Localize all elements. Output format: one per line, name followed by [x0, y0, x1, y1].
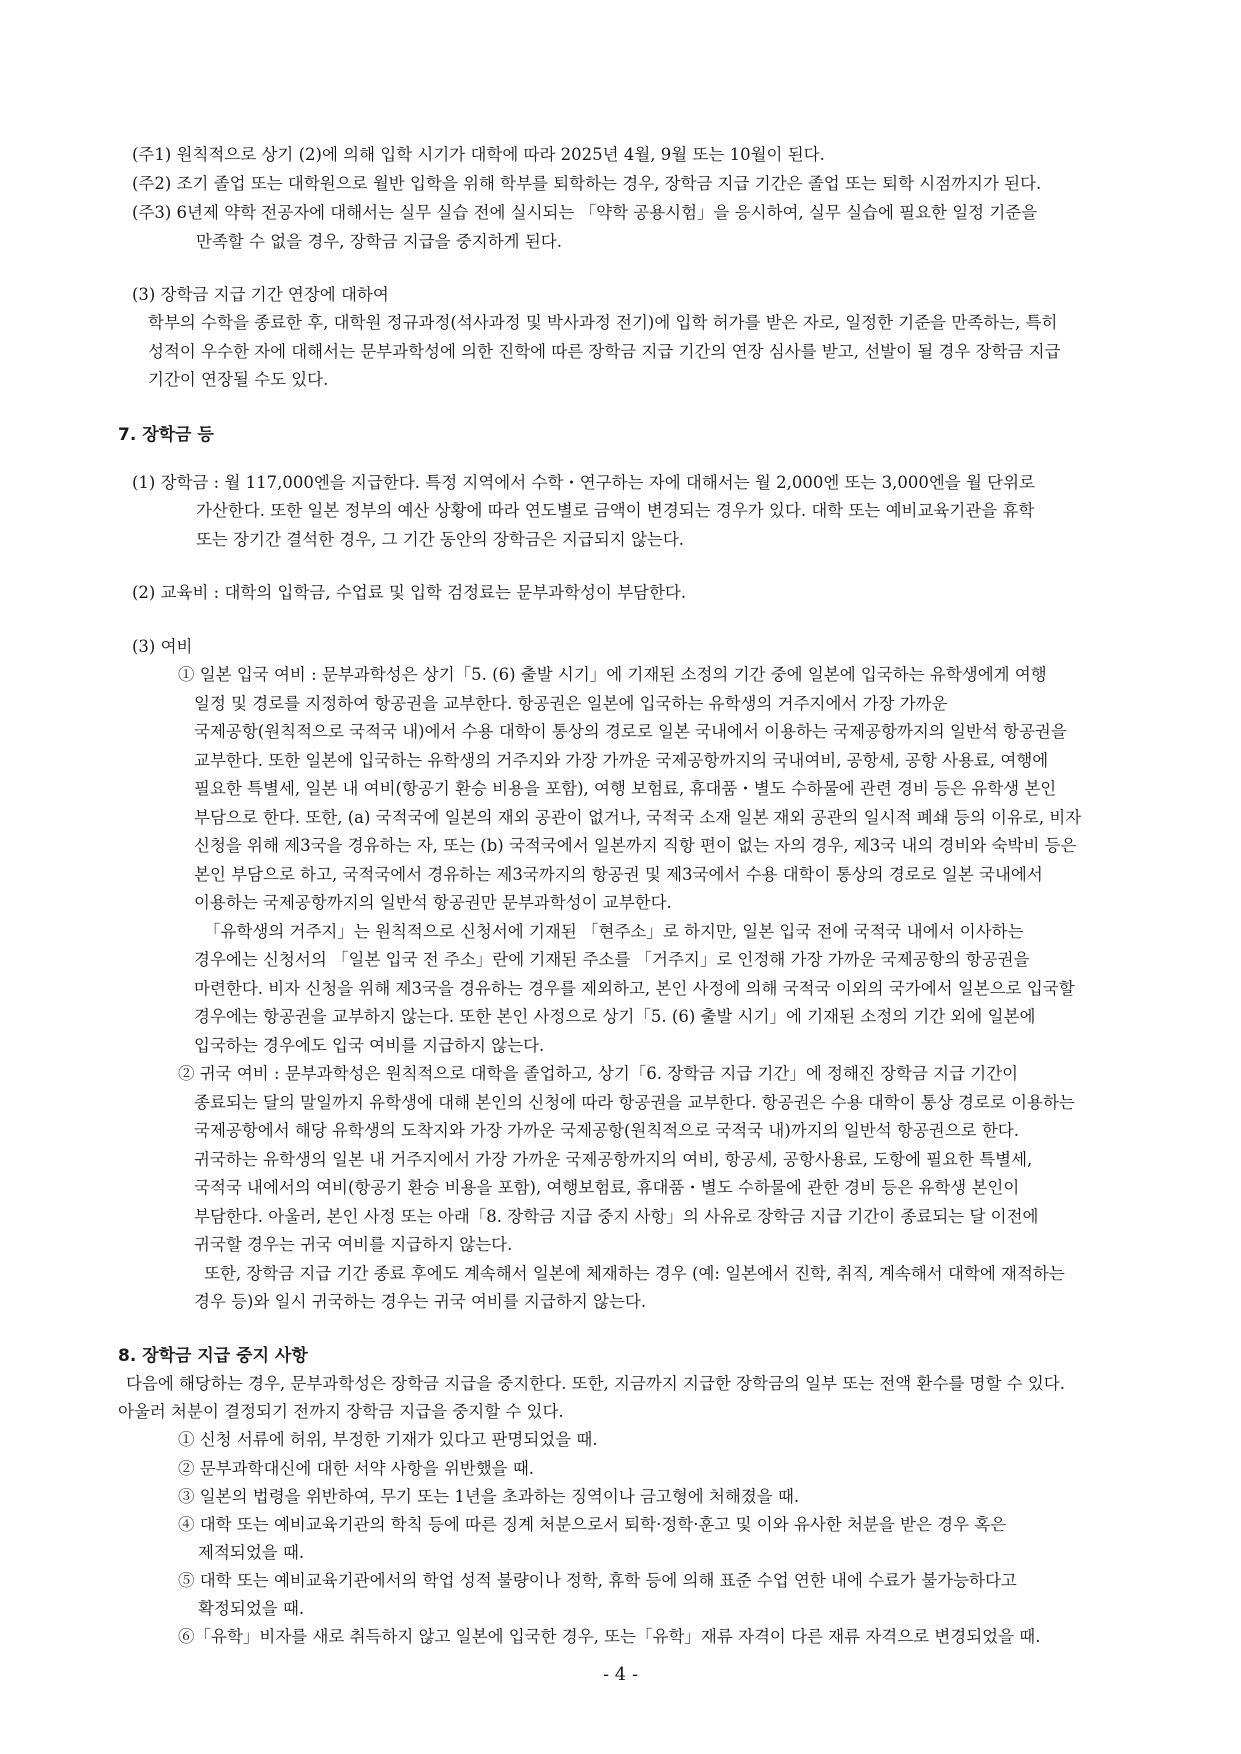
entry-travel-line: 국제공항(원칙적으로 국적국 내)에서 수용 대학이 통상의 경로로 일본 국내에서 이용하는 국제공항까지의 일반석 항공권을 [194, 722, 1067, 741]
scholarship-item-1-cont: 또는 장기간 결석한 경우, 그 기간 동안의 장학금은 지급되지 않는다. [196, 530, 685, 549]
note-3-cont: 만족할 수 없을 경우, 장학금 지급을 중지하게 된다. [196, 232, 562, 251]
section-7-heading: 7. 장학금 등 [118, 425, 214, 445]
suspension-item: ④ 대학 또는 예비교육기관의 학칙 등에 따른 징계 처분으로서 퇴학·정학·훈고 및 이와 유사한 처분을 받은 경우 혹은 [178, 1515, 1007, 1534]
entry-travel-line: 필요한 특별세, 일본 내 여비(항공기 환승 비용을 포함), 여행 보험료, 휴대품・별도 수하물에 관련 경비 등은 유학생 본인 [194, 779, 1057, 798]
return-travel-line: 부담한다. 아울러, 본인 사정 또는 아래「8. 장학금 지급 중지 사항」의 사유로 장학금 지급 기간이 종료되는 달 이전에 [194, 1207, 1039, 1226]
return-travel-line: 귀국할 경우는 귀국 여비를 지급하지 않는다. [194, 1235, 513, 1254]
suspension-item: ① 신청 서류에 허위, 부정한 기재가 있다고 판명되었을 때. [178, 1430, 598, 1449]
residence-line: 입국하는 경우에도 입국 여비를 지급하지 않는다. [194, 1036, 545, 1055]
note-1: (주1) 원칙적으로 상기 (2)에 의해 입학 시기가 대학에 따라 2025년 4월, 9월 또는 10월이 된다. [132, 145, 825, 164]
suspension-item-cont: 확정되었을 때. [198, 1599, 305, 1618]
scholarship-item-1-cont: 가산한다. 또한 일본 정부의 예산 상황에 따라 연도별로 금액이 변경되는 경우가 있다. 대학 또는 예비교육기관을 휴학 [196, 501, 1035, 520]
residence-line: 「유학생의 거주지」는 원칙적으로 신청서에 기재된 「현주소」로 하지만, 일본 입국 전에 국적국 내에서 이사하는 [204, 922, 1024, 941]
entry-travel-line: 부담으로 한다. 또한, (a) 국적국에 일본의 재외 공관이 없거나, 국적국 소재 일본 재외 공관의 일시적 폐쇄 등의 이유로, 비자 [194, 808, 1082, 827]
travel-title: (3) 여비 [132, 637, 193, 656]
return-travel-note: 경우 등)와 일시 귀국하는 경우는 귀국 여비를 지급하지 않는다. [194, 1292, 647, 1311]
scholarship-item-1: (1) 장학금 : 월 117,000엔을 지급한다. 특정 지역에서 수학・연구하는 자에 대해서는 월 2,000엔 또는 3,000엔을 월 단위로 [132, 473, 1035, 492]
suspension-item: ② 문부과학대신에 대한 서약 사항을 위반했을 때. [178, 1459, 535, 1478]
return-travel-note: 또한, 장학금 지급 기간 종료 후에도 계속해서 일본에 체재하는 경우 (예: 일본에서 진학, 취직, 계속해서 대학에 재적하는 [204, 1264, 1065, 1283]
section-8-intro: 다음에 해당하는 경우, 문부과학성은 장학금 지급을 중지한다. 또한, 지금까지 지급한 장학금의 일부 또는 전액 환수를 명할 수 있다. [126, 1374, 1065, 1393]
extension-line-2: 성적이 우수한 자에 대해서는 문부과학성에 의한 진학에 따른 장학금 지급 기간의 연장 심사를 받고, 선발이 될 경우 장학금 지급 [148, 342, 1061, 361]
suspension-item: ⑥「유학」비자를 새로 취득하지 않고 일본에 입국한 경우, 또는「유학」재류 자격이 다른 재류 자격으로 변경되었을 때. [178, 1627, 1041, 1646]
return-travel-line: 국적국 내에서의 여비(항공기 환승 비용을 포함), 여행보험료, 휴대품・별도 수하물에 관한 경비 등은 유학생 본인이 [194, 1178, 1020, 1197]
education-cost-item: (2) 교육비 : 대학의 입학금, 수업료 및 입학 검정료는 문부과학성이 부담한다. [132, 583, 687, 602]
section-8-intro: 아울러 처분이 결정되기 전까지 장학금 지급을 중지할 수 있다. [118, 1402, 564, 1421]
page-number: - 4 - [602, 1664, 639, 1685]
return-travel-line: ② 귀국 여비 : 문부과학성은 원칙적으로 대학을 졸업하고, 상기「6. 장학금 지급 기간」에 정해진 장학금 지급 기간이 [178, 1064, 1019, 1083]
extension-line-3: 기간이 연장될 수도 있다. [148, 370, 329, 389]
entry-travel-line: ① 일본 입국 여비 : 문부과학성은 상기「5. (6) 출발 시기」에 기재된 소정의 기간 중에 일본에 입국하는 유학생에게 여행 [178, 665, 1047, 684]
return-travel-line: 국제공항에서 해당 유학생의 도착지와 가장 가까운 국제공항(원칙적으로 국적국 내)까지의 일반석 항공권으로 한다. [194, 1121, 1019, 1140]
entry-travel-line: 이용하는 국제공항까지의 일반석 항공권만 문부과학성이 교부한다. [194, 893, 672, 912]
return-travel-line: 귀국하는 유학생의 일본 내 거주지에서 가장 가까운 국제공항까지의 여비, 항공세, 공항사용료, 도항에 필요한 특별세, [194, 1150, 1033, 1169]
suspension-item: ③ 일본의 법령을 위반하여, 무기 또는 1년을 초과하는 징역이나 금고형에 처해졌을 때. [178, 1487, 800, 1506]
entry-travel-line: 교부한다. 또한 일본에 입국하는 유학생의 거주지와 가장 가까운 국제공항까지의 국내여비, 공항세, 공항 사용료, 여행에 [194, 751, 1049, 770]
suspension-item-cont: 제적되었을 때. [198, 1543, 305, 1562]
note-2: (주2) 조기 졸업 또는 대학원으로 월반 입학을 위해 학부를 퇴학하는 경우, 장학금 지급 기간은 졸업 또는 퇴학 시점까지가 된다. [132, 174, 1042, 193]
extension-line-1: 학부의 수학을 종료한 후, 대학원 정규과정(석사과정 및 박사과정 전기)에 입학 허가를 받은 자로, 일정한 기준을 만족하는, 특히 [148, 313, 1058, 332]
residence-line: 마련한다. 비자 신청을 위해 제3국을 경유하는 경우를 제외하고, 본인 사정에 의해 국적국 이외의 국가에서 일본으로 입국할 [194, 979, 1075, 998]
extension-title: (3) 장학금 지급 기간 연장에 대하여 [132, 285, 389, 304]
entry-travel-line: 본인 부담으로 하고, 국적국에서 경유하는 제3국까지의 항공권 및 제3국에서 수용 대학이 통상의 경로로 일본 국내에서 [194, 865, 1043, 884]
note-3: (주3) 6년제 약학 전공자에 대해서는 실무 실습 전에 실시되는 「약학 공용시험」을 응시하여, 실무 실습에 필요한 일정 기준을 [132, 203, 1038, 222]
entry-travel-line: 신청을 위해 제3국을 경유하는 자, 또는 (b) 국적국에서 일본까지 직항 편이 없는 자의 경우, 제3국 내의 경비와 숙박비 등은 [194, 836, 1077, 855]
suspension-item: ⑤ 대학 또는 예비교육기관에서의 학업 성적 불량이나 정학, 휴학 등에 의해 표준 수업 연한 내에 수료가 불가능하다고 [178, 1571, 1017, 1590]
section-8-heading: 8. 장학금 지급 중지 사항 [118, 1346, 308, 1366]
residence-line: 경우에는 신청서의 「일본 입국 전 주소」란에 기재된 주소를 「거주지」로 인정해 가장 가까운 국제공항의 항공권을 [194, 950, 1030, 969]
return-travel-line: 종료되는 달의 말일까지 유학생에 대해 본인의 신청에 따라 항공권을 교부한다. 항공권은 수용 대학이 통상 경로로 이용하는 [194, 1093, 1075, 1112]
entry-travel-line: 일정 및 경로를 지정하여 항공권을 교부한다. 항공권은 일본에 입국하는 유학생의 거주지에서 가장 가까운 [194, 694, 948, 713]
residence-line: 경우에는 항공권을 교부하지 않는다. 또한 본인 사정으로 상기「5. (6) 출발 시기」에 기재된 소정의 기간 외에 일본에 [194, 1007, 1036, 1026]
